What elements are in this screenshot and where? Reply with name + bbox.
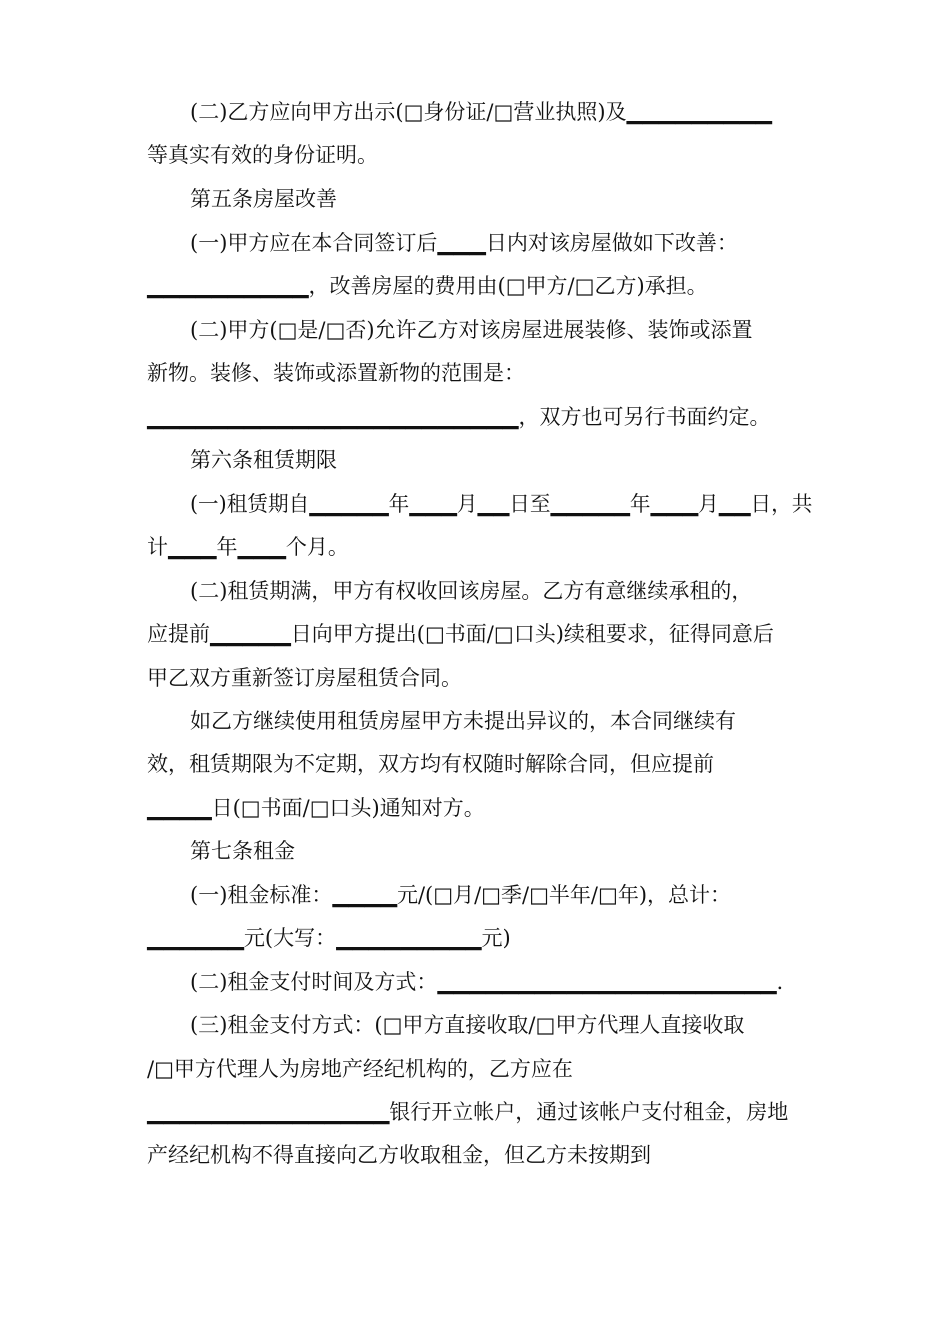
para-lease-continue-cont2: ▁▁▁▁日(□书面/□口头)通知对方。: [147, 796, 485, 820]
para-lease-continue: 如乙方继续使用租赁房屋甲方未提出异议的，本合同继续有: [190, 709, 736, 733]
para-improvement-2: (二)甲方(□是/□否)允许乙方对该房屋进展装修、装饰或添置: [190, 318, 753, 342]
para-lease-term-2-cont2: 甲乙双方重新签订房屋租赁合同。: [147, 666, 462, 690]
para-improvement-2-cont: 新物。装修、装饰或添置新物的范围是：: [147, 361, 525, 385]
para-identity-proof: (二)乙方应向甲方出示(□身份证/□营业执照)及▁▁▁▁▁▁▁▁▁: [190, 100, 772, 124]
para-rent-payment-method: (三)租金支付方式：(□甲方直接收取/□甲方代理人直接收取: [190, 1013, 745, 1037]
para-rent-payment-cont3: 产经纪机构不得直接向乙方收取租金，但乙方未按期到: [147, 1143, 651, 1167]
para-rent-standard: (一)租金标准：▁▁▁▁元/(□月/□季/□半年/□年)，总计：: [190, 883, 732, 907]
para-lease-term-1-cont: 计▁▁▁年▁▁▁个月。: [147, 535, 349, 559]
para-lease-term-1: (一)租赁期自▁▁▁▁▁年▁▁▁月▁▁日至▁▁▁▁▁年▁▁▁月▁▁日，共: [190, 492, 813, 516]
para-rent-payment-time: (二)租金支付时间及方式：▁▁▁▁▁▁▁▁▁▁▁▁▁▁▁▁▁▁▁▁▁.: [190, 970, 784, 994]
para-rent-payment-cont: /□甲方代理人为房地产经纪机构的，乙方应在: [147, 1057, 573, 1081]
para-rent-standard-cont: ▁▁▁▁▁▁元(大写：▁▁▁▁▁▁▁▁▁元): [147, 926, 511, 950]
article-5-heading: 第五条房屋改善: [190, 187, 337, 211]
para-lease-continue-cont: 效，租赁期限为不定期，双方均有权随时解除合同，但应提前: [147, 752, 714, 776]
para-improvement-2-cont2: ▁▁▁▁▁▁▁▁▁▁▁▁▁▁▁▁▁▁▁▁▁▁▁，双方也可另行书面约定。: [147, 405, 771, 429]
para-improvement-1-cont: ▁▁▁▁▁▁▁▁▁▁，改善房屋的费用由(□甲方/□乙方)承担。: [147, 274, 708, 298]
para-identity-proof-cont: 等真实有效的身份证明。: [147, 143, 378, 167]
para-rent-payment-cont2: ▁▁▁▁▁▁▁▁▁▁▁▁▁▁▁银行开立帐户，通过该帐户支付租金，房地: [147, 1100, 789, 1124]
para-lease-term-2-cont: 应提前▁▁▁▁▁日向甲方提出(□书面/□口头)续租要求，征得同意后: [147, 622, 774, 646]
article-6-heading: 第六条租赁期限: [190, 448, 337, 472]
para-improvement-1: (一)甲方应在本合同签订后▁▁▁日内对该房屋做如下改善：: [190, 231, 738, 255]
para-lease-term-2: (二)租赁期满，甲方有权收回该房屋。乙方有意继续承租的，: [190, 579, 753, 603]
article-7-heading: 第七条租金: [190, 839, 295, 863]
